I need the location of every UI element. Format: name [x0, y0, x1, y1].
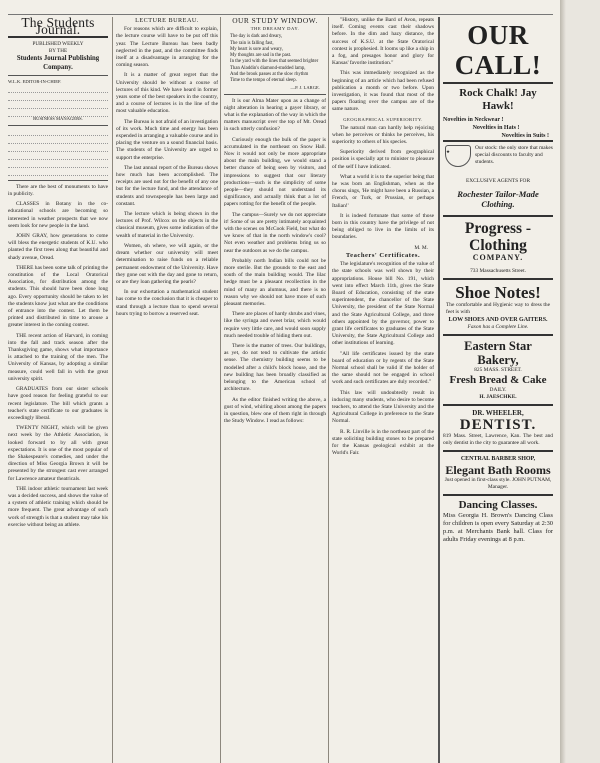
shield-logo-icon: ★ [445, 145, 471, 167]
poem-title: THE DREAMY DAY. [250, 26, 300, 32]
rule [8, 125, 108, 126]
article-paragraph: The campus—Surely we do not appreciate it! Some of us are pretty intimately acquainted with the scenes on McCook Field, but what do we know of that in the north window's cool? Not even weather and problems bring us so near the outdoors as we do the campus. [224, 211, 326, 254]
publishing-company: Students Journal Publishing Company. [16, 54, 100, 71]
article-paragraph: The legislature's recognition of the value of the state schools was well shown by their appropriations. House bill No. 191, which went into effect March 11th, gives the State Board of Education, consisting of the state superintendent, the chancellor of the State University, the president of the State Normal and the State Agricultural College, and three others appointed by the governor, power to grant life certificates to graduates of the State University, the State Agricultural College and other institutions of learning. [332, 261, 434, 347]
central-barber: CENTRAL BARBER SHOP, [460, 455, 536, 462]
article-paragraph: As the editor finished writing the above, a gust of wind, whirling about among the papers in question, blew one of them right in through the Study Window. I read as follows: [224, 396, 326, 425]
editors-line: W.L.K. EDITOR-IN-CHIEF. [8, 78, 62, 84]
poem-line: Than Aladdin's diamond-studded lamp, [230, 65, 306, 71]
shoe-notes-ad [443, 278, 553, 334]
poem-line: In the yard with the lines that seemed brighter [230, 59, 319, 65]
column-news [332, 17, 434, 757]
intro-paragraph: There are the best of monuments to have in publicity. [8, 183, 108, 198]
poem-line: And the brook passes at the slow rhythm [230, 71, 309, 77]
rock-chalk-ad [443, 82, 553, 116]
rock-chalk: Rock Chalk! Jay Hawk! [459, 87, 537, 112]
geographical-heading: GEOGRAPHICAL SUPERIORITY. [343, 116, 423, 122]
low-shoes: LOW SHOES AND OVER GAITERS. [448, 316, 548, 323]
shoe-notes: Shoe Notes! [455, 282, 541, 302]
dancing-classes: Dancing Classes. [458, 498, 538, 511]
editorial-paragraph: THE recent action of Harvard, in coming into the fall and track season after the Thanksgiving game, shows what importance is attached to the training of the men. The University of Kansas, by adopting a similar measure, could well fall in with the great university spirit. [8, 332, 108, 382]
novelties-list [443, 116, 553, 140]
article-paragraph: Curiously enough the bulk of the paper is accumulated in the northeast on Snow Hall. Now it would not only be more appropriate about the main building, we would stand a better chance of being seen by visitors, and impressions to suggest that our literary productions—such is the simplicity of some people—they should not understand its significance, and actually think that a lot of papers rotting for the benefit of the people. [224, 136, 326, 208]
column-divider [112, 17, 113, 763]
progress-clothing-ad [443, 215, 553, 278]
article-paragraph: "All life certificates issued by the state board of education or by regents of the State Normal school shall be valid if the holder of the same should not be engaged in school work and such certificates are duly recorded." [332, 350, 434, 386]
article-paragraph: R. R. Linville is in the northeast part of the state soliciting building stones to be prepared for the Kansas geological exhibit at the World's Fair. [332, 428, 434, 457]
barber-ad [443, 450, 553, 494]
editors-list [8, 86, 108, 116]
article-paragraph: In our exhortation a mathematical student has come to the conclusion that it is cheaper to stand through a lecture than to spend several hours trying to borrow a reserved seat. [116, 289, 218, 317]
dentist-ad [443, 404, 553, 450]
poem-line: Time to the tempo of eternal sleep. [230, 78, 297, 84]
article-paragraph: It is a matter of great regret that the University should be without a course of lectures of this kind. We have heard in former years some of the best speakers in the country, and a course of lectures is in the line of the most valuable education. [116, 72, 218, 115]
poem-line: My thoughts are sad in the past. [230, 53, 292, 59]
rule [8, 75, 108, 76]
masthead-title: The Students Journal. [21, 17, 95, 38]
column-advertisements [443, 20, 553, 760]
top-rule [8, 14, 553, 15]
novelty-item: Novelties in Suits ! [501, 133, 549, 139]
article-paragraph: It is indeed fortunate that some of those born in this country have the privilege of not being obliged to live in the limits of its boundaries. [332, 212, 434, 241]
article-paragraph: Probably north Indian bills could not be more sterile. But the grounds to the east and south of the main building would. The lilac hedge must be a pleasant recollection in the mind of many an alumnus, and there is no reason why we should not have more of such pleasant memories. [224, 257, 326, 308]
progress-address: 733 Massachusetts Street. [470, 267, 526, 274]
article-paragraph: Superiority derived from geographical position is specially apt to minister to pleasure of the self I have indicated. [332, 149, 434, 170]
fresh-bread: Fresh Bread & Cake [449, 373, 547, 386]
article-signature: M. M. [414, 244, 428, 251]
column-divider [328, 17, 329, 763]
article-paragraph: "History, unlike the Bard of Avon, repeats itself. Coming events cast their shadows before. In the dim and hazy distance, the success of K.S.U. at the State Oratorical contest is prophesied. It looms up like a ship in a fog, and presages honor and glory for Kansas' favorite institution." [332, 17, 434, 67]
article-paragraph: The Bureau is not afraid of an investigation of its work. Much time and energy has been expended in arranging a valuable course and in placing the venture on a sound financial basis. The students of the University are urged to support the enterprise. [116, 118, 218, 161]
editorial-paragraph: THERE has been some talk of printing the constitution of the Local Oratorical Association, for distribution among the students. This should have been done long ago. Every opportunity should be taken to let the students know just what are the conditions of entrance into the contest. Let them be printed and distributed in time to arouse a greater interest in the coming contest. [8, 264, 108, 329]
editorial-paragraph: TWENTY NIGHT, which will be given next week by the Athletic Association, is looked forward to by all with great expectations. It is one of the most popular of the Shakespeare's comedies, and under the direction of Miss Georgia Brown it will be presented by the strongest cast ever arranged for Lawrence amateur theatricals. [8, 425, 108, 482]
article-paragraph: This law will undoubtedly result in inducing many students, who desire to become teachers, to attend the State University and the Agricultural College in preference to the State Normal. [332, 389, 434, 425]
poem-line: The day is dark and dreary, [230, 34, 283, 40]
article-paragraph: It is our Alma Mater upon as a change of night alteration in hearing a gayer library, or what is the explanation of the way in which the matters manuscript over the top of Mt. Oread in such utterly confusion? [224, 97, 326, 133]
dentist-text: 819 Mass. Street, Lawrence, Kan. The best and only dentist in the city to guarantee all work. [443, 432, 553, 446]
dancing-text: Miss Georgia H. Brown's Dancing Class for children is open every Saturday at 2:30 p.m. at Merchants Bank hall. Class for adults Friday evenings at 8 p.m. [443, 511, 553, 543]
lecture-bureau-heading: LECTURE BUREAU. [135, 17, 199, 24]
by-the: BY THE [48, 47, 68, 54]
column-divider [438, 17, 440, 763]
article-paragraph: There is the matter of trees. Our buildings, as yet, do not tend to cultivate the artistic sense. The chemistry building seems to be modelled after a child's block house, and the new building has been broadly classified as belonging to the American school of architecture. [224, 343, 326, 393]
dr-wheeler: DR. WHEELER, [472, 408, 524, 417]
business-managers: BUSINESS MANAGERS. [33, 115, 83, 121]
progress-clothing: Progress - Clothing [464, 219, 532, 254]
novelty-item: Novelties in Neckwear ! [443, 117, 504, 123]
rochester-clothing: Rochester Tailor-Made Clothing. [457, 188, 539, 209]
column-study-window [224, 17, 326, 757]
dancing-ad [443, 494, 553, 547]
masthead-info [8, 41, 108, 71]
editorial-paragraph: THE indoor athletic tournament last week was a decided success, and shows the value of a system of athletic training which should be more frequent. The great advantage of such work of strength is that a student may take his exercise without being an athlete. [8, 485, 108, 528]
study-window-heading: OUR STUDY WINDOW. [232, 17, 318, 25]
faxon-line: Faxon has a Complete Line. [467, 323, 529, 330]
daily-label: DAILY. [489, 386, 507, 393]
bakery-address: 825 MASS. STREET. [474, 366, 522, 373]
jaeschke-name: H. JAESCHKE. [479, 393, 517, 400]
article-paragraph: The natural man can hardly help rejoicing when he perceives or thinks he perceives, his superiority to others of his species. [332, 124, 434, 146]
shoe-text: The comfortable and Hygienic way to dress the feet is with [446, 301, 550, 315]
article-paragraph: For reasons which are difficult to explain, the lecture course will have to be put off this year. The Lecture Bureau has been badly neglected in the past, and the committee finds itself at a disadvantage in arranging for the coming season. [116, 26, 218, 69]
published-weekly: PUBLISHED WEEKLY [32, 41, 84, 48]
article-paragraph: The lecture which is being shown in the lectures of Prof. Wilcox on the objects in the classical museum, gives some indication of the wealth of material in the University. [116, 211, 218, 239]
novelty-item: Novelties in Hats ! [472, 125, 520, 131]
exclusive-agents: EXCLUSIVE AGENTS FOR [465, 177, 531, 184]
article-paragraph: The last annual report of the Bureau shows how much has been accomplished. The receipts are used not for the benefit of any one but for the lecture fund, and the attendance of students and townspeople has been large and constant. [116, 164, 218, 207]
company-label: COMPANY. [472, 252, 524, 262]
column-divider [220, 17, 221, 763]
editorial-paragraph: GRADUATES from our sister schools have good reason for feeling grateful to our recent legislature. The bill which grants a teacher's state certificate to our graduates is exceedingly liberal. [8, 386, 108, 421]
our-call-headline: OUR CALL! [454, 20, 542, 80]
dentist-label: DENTIST. [459, 416, 537, 433]
article-paragraph: There are places of hardy shrubs and vines, like the syringa and sweet briar, which would require very little care, and would soon supply much needed trouble of hiding them out. [224, 311, 326, 339]
article-paragraph: This was immediately recognized as the beginning of an article which had been refused publication a month or two before. Upon investigation, it was found that most of the papers floating over the campus are of the same nature. [332, 70, 434, 113]
column-masthead [8, 17, 108, 757]
eastern-star-bakery: Eastern Star Bakery, [464, 338, 532, 367]
barber-text: Just opened in first-class style. JOHN PUTNAM, Manager. [444, 476, 552, 490]
article-paragraph: Women, oh where, we will again, or the dream whether our university will meet determination to raise funds on a reliable permanent endowment of the University. Have they gone out with the day and gone to return, or are they loan gathering the pearls? [116, 242, 218, 285]
elegant-bath: Elegant Bath Rooms [445, 462, 551, 477]
editorial-paragraph: CLASSES in Botany in the co-educational schools are becoming so interested in weather prospects that we now seem look for new people in the land. [8, 201, 108, 229]
poem [224, 34, 326, 84]
store-description [443, 140, 553, 170]
certificates-heading: Teachers' Certificates. [345, 251, 421, 259]
poem-line: The rain is falling fast, [230, 40, 274, 46]
editorial-paragraph: JOHN GRAY, how generations to come will bless the energetic students of K.U. who planted the first trees along that beautiful and shady avenue, Oread. [8, 233, 108, 261]
column-lecture-bureau [116, 17, 218, 757]
bakery-ad [443, 334, 553, 404]
poem-signature: —P. J. LARGE. [290, 84, 320, 90]
rule [8, 180, 108, 181]
poem-line: My heart is sore and weary, [230, 46, 283, 52]
article-paragraph: What a world it is to the superior being that he was born an Englishman, when as the chorus sings, 'He might have been a Russian, a French, or Turk, or Prussian, or perhaps Italian!' [332, 173, 434, 209]
rule [224, 94, 326, 95]
associates-list [8, 129, 108, 177]
store-text: Our stock: the only store that makes special discounts to faculty and students. [475, 145, 553, 166]
